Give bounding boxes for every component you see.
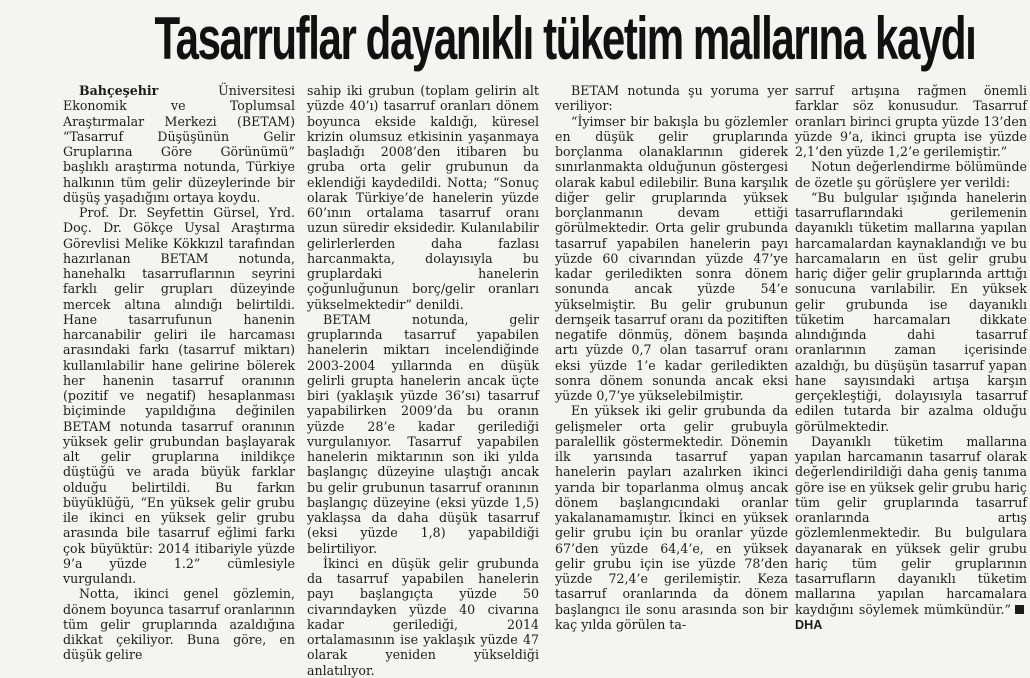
paragraph: İkinci en düşük gelir grubunda da tasarruf yapabilen hanelerin payı başlangıçta yüzde 50 civarındayken yüzde 40 civarına kadar gerilediği, 2014 ortalamasının ise yaklaşık yüzde 47 olarak yeniden yükseldiği anlatılıyor. — [307, 555, 539, 678]
paragraph — [63, 83, 295, 205]
paragraph: “Bu bulgular ışığında hanelerin tasarruflarındaki gerilemenin dayanıklı tüketim mallarına yapılan harcamalardan kaynaklandığı ve bu harcamaların en üst gelir grubu hariç diğer gelir gruplarında arttığı sonucuna varılabilir. En yüksek gelir grubunda ise dayanıklı tüketim harcamaları dikkate alındığında dahi tasarruf oranlarının zaman içerisinde azaldığı, bu düşüşün tasarruf yapan hane sayısındaki artışa karşın gerçekleştiği, dolayısıyla tasarruf edilen tutarda bir azalma olduğu görülmektedir. — [795, 189, 1027, 434]
paragraph: Notta, ikinci genel gözlemin, dönem boyunca tasarruf oranlarının tüm gelir gruplarında azaldığına dikkat çekiliyor. Buna göre, en düşük gelire — [63, 586, 295, 663]
article-column-1 — [63, 83, 295, 663]
agency-tag: DHA — [795, 617, 823, 632]
paragraph: BETAM notunda şu yoruma yer veriliyor: — [555, 83, 788, 114]
paragraph: sarruf artışına rağmen önemli farklar söz konusudur. Tasarruf oranları birinci grupta yüzde 13’den yüzde 9’a, ikinci grupta ise yüzde 2,1’den yüzde 1,2’e gerilemiştir.” — [795, 83, 1028, 159]
article-column-3 — [555, 83, 788, 632]
paragraph — [795, 434, 1027, 633]
paragraph: En yüksek iki gelir grubunda da gelişmeler orta gelir grubuyla paralellik göstermektedir. Dönemin ilk yarısında tasarruf yapan hanelerin payları azalırken ikinci yarıda bir toparlanma olmuş ancak dönem başlangıcındaki oranlar yakalanamamıştır. İkinci en yüksek gelir grubu için bu oranlar yüzde 67’den yüzde 64,4’e, en yüksek gelir grubu için ise yüzde 78’den yüzde 72,4’e gerilemiştir. Keza tasarruf oranlarında da dönem başlangıcı ile sonu arasında son bir kaç yılda görülen ta- — [555, 403, 788, 632]
article-column-4 — [795, 83, 1028, 632]
paragraph: “İyimser bir bakışla bu gözlemler en düşük gelir gruplarında borçlanma olanaklarının giderek sınırlanmakta olduğunun göstergesi olarak kabul edilebilir. Buna karşılık diğer gelir gruplarında yüksek borçlanmanın devam ettiği görülmektedir. Orta gelir grubunda tasarruf yapabilen hanelerin payı yüzde 60 civarından yüzde 47’ye kadar geriledikten sonra dönem sonunda ancak yüzde 54’e yükselmiştir. Bu gelir grubunun dernşeik tasarruf oranı da pozitiften negatife dönmüş, dönem başında artı yüzde 0,7 olan tasarruf oranı eksi yüzde 1’e kadar geriledikten sonra dönem sonunda ancak eksi yüzde 0,7’ye yükselebilmiştir. — [555, 113, 788, 403]
end-square-icon — [1015, 605, 1024, 614]
headline: Tasarruflar dayanıklı tüketim mallarına kaydı — [154, 5, 976, 72]
paragraph: Notun değerlendirme bölümünde de özetle şu görüşlere yer verildi: — [795, 159, 1027, 190]
paragraph-text: Üniversitesi Ekonomik ve Toplumsal Araştırmalar Merkezi (BETAM) “Tasarruf Düşüşünün Gelir Gruplarına Göre Görünümü” başlıklı araştırma notunda, Türkiye halkının tüm gelir düzeylerinde bir düşüş yaşadığını ortaya koydu. — [63, 83, 295, 205]
paragraph-text: Dayanıklı tüketim mallarına yapılan harcamanın tasarruf olarak değerlendirildiği daha geniş tanıma göre ise en yüksek gelir grubu hariç tüm gelir gruplarında tasarruf oranlarında artış gözlemlenmektedir. Bu bulgulara dayanarak en yüksek gelir grubu hariç tüm gelir gruplarının tasarrufların dayanıklı tüketim mallarına yapılan harcamalara kaydığını söylemek mümkündür.” — [795, 433, 1027, 617]
paragraph: sahip iki grubun (toplam gelirin alt yüzde 40’ı) tasarruf oranları dönem boyunca ekside kaldığı, küresel krizin olumsuz etkisinin yaşanmaya başladığı 2008’den itibaren bu gruba orta gelir grubunun da eklendiği kaydedildi. Notta; “Sonuç olarak Türkiye’de hanelerin yüzde 60’ının ortalama tasarruf oranı uzun süredir eksidedir. Kulanılabilir gelirlerlerden daha fazlası harcanmakta, dolayısıyla bu gruplardaki hanelerin çoğunluğunun borç/gelir oranları yükselmektedir” denildi. — [307, 83, 539, 312]
paragraph: BETAM notunda, gelir gruplarında tasarruf yapabilen hanelerin miktarı incelendiğinde 2003-2004 yıllarında en düşük gelirli grupta hanelerin ancak üçte biri (yaklaşık yüzde 36’sı) tasarruf yapabilirken 2009’da bu oranın yüzde 28’e kadar gerilediği vurgulanıyor. Tasarruf yapabilen hanelerin miktarının son iki yılda başlangıç düzeyine ulaştığı ancak bu gelir grubunun tasarruf oranının başlangıç düzeyine (eksi yüzde 1,5) yaklaşsa da daha düşük tasarruf (eksi yüzde 1,8) yapabildiği belirtiliyor. — [307, 311, 539, 556]
lead-word: Bahçeşehir — [79, 83, 159, 98]
article-column-2 — [307, 83, 539, 678]
paragraph: Prof. Dr. Seyfettin Gürsel, Yrd. Doç. Dr. Gökçe Uysal Araştırma Görevlisi Melike Kökkızıl tarafından hazırlanan BETAM notunda, hanehalkı tasarruflarının seyrini farklı gelir grupları düzeyinde mercek altına alındığı belirtildi. Hane tasarrufunun hanenin harcanabilir geliri ile harcaması arasındaki farkı (tasarruf miktarı) kullanılabilir hane gelirine bölerek her hanenin tasarruf oranının (pozitif ve negatif) hesaplanması biçiminde yapıldığına değinilen BETAM notunda tasarruf oranının yüksek gelir grubundan başlayarak alt gelir gruplarına inildikçe düştüğü ve arada büyük farklar olduğu belirtildi. Bu farkın büyüklüğü, “En yüksek gelir grubu ile ikinci en yüksek gelir grubu arasında bile tasarruf eğlimi farkı çok büyüktür: 2014 itibariyle yüzde 9’a yüzde 1.2” cümlesiyle vurgulandı. — [63, 205, 295, 586]
